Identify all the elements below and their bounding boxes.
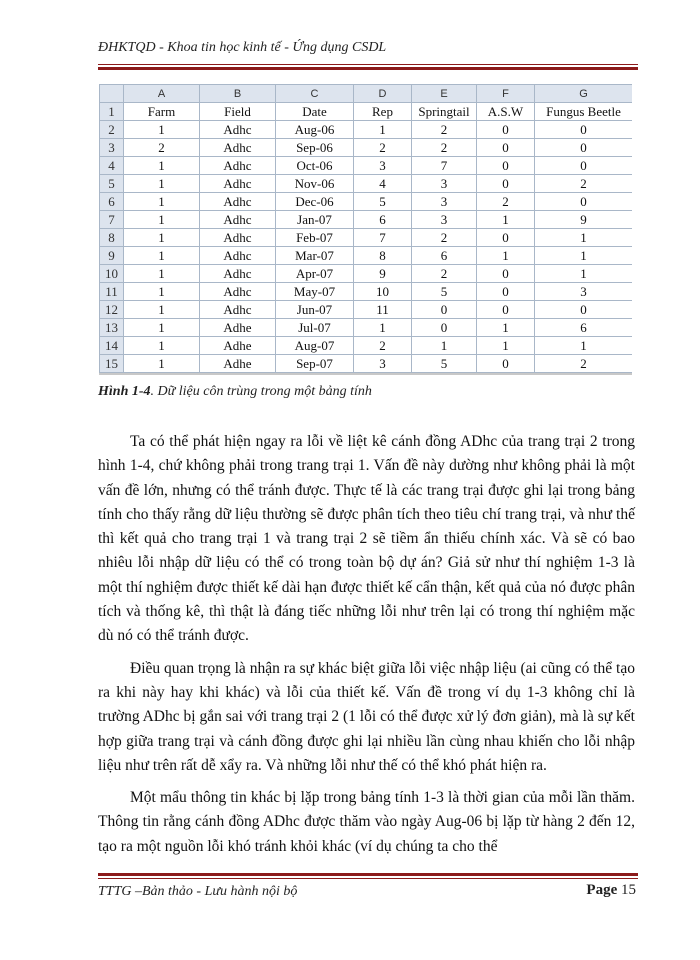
row-number[interactable]: 6 — [100, 193, 124, 211]
table-cell[interactable]: 0 — [477, 355, 535, 373]
table-cell[interactable]: 5 — [412, 355, 477, 373]
table-cell[interactable]: Oct-06 — [276, 157, 354, 175]
table-cell[interactable]: 7 — [354, 229, 412, 247]
row-number[interactable]: 7 — [100, 211, 124, 229]
table-cell[interactable]: Adhc — [200, 283, 276, 301]
caption-text: . Dữ liệu côn trùng trong một bảng tính — [150, 384, 372, 399]
row-number[interactable]: 11 — [100, 283, 124, 301]
table-cell[interactable]: Adhe — [200, 319, 276, 337]
spreadsheet-figure — [99, 84, 632, 375]
table-cell[interactable]: 0 — [477, 139, 535, 157]
table-cell[interactable]: Adhc — [200, 211, 276, 229]
table-cell[interactable]: 1 — [535, 229, 633, 247]
table-cell[interactable]: 0 — [535, 301, 633, 319]
table-cell[interactable]: 1 — [477, 211, 535, 229]
column-header[interactable]: E — [412, 85, 477, 103]
table-cell[interactable]: 2 — [412, 121, 477, 139]
table-row — [100, 319, 633, 337]
table-cell[interactable]: Aug-07 — [276, 337, 354, 355]
table-row — [100, 103, 633, 121]
table-cell[interactable]: 9 — [535, 211, 633, 229]
table-cell[interactable]: 1 — [124, 121, 200, 139]
table-cell[interactable]: Springtail — [412, 103, 477, 121]
table-cell[interactable]: Adhc — [200, 301, 276, 319]
table-cell[interactable]: 0 — [535, 139, 633, 157]
row-number[interactable]: 12 — [100, 301, 124, 319]
table-cell[interactable]: 1 — [124, 157, 200, 175]
table-cell[interactable]: 8 — [354, 247, 412, 265]
table-cell[interactable]: 3 — [412, 211, 477, 229]
table-cell[interactable]: 1 — [412, 337, 477, 355]
figure-caption — [98, 384, 372, 400]
table-cell[interactable]: 0 — [535, 157, 633, 175]
row-number[interactable]: 10 — [100, 265, 124, 283]
table-cell[interactable]: Adhc — [200, 265, 276, 283]
table-cell[interactable]: Adhe — [200, 355, 276, 373]
table-cell[interactable]: 0 — [477, 265, 535, 283]
row-number[interactable]: 2 — [100, 121, 124, 139]
table-row — [100, 193, 633, 211]
row-number[interactable]: 14 — [100, 337, 124, 355]
column-header[interactable]: D — [354, 85, 412, 103]
table-cell[interactable]: Rep — [354, 103, 412, 121]
table-row — [100, 301, 633, 319]
table-row — [100, 355, 633, 373]
table-cell[interactable]: A.S.W — [477, 103, 535, 121]
table-cell[interactable]: 0 — [477, 301, 535, 319]
table-cell[interactable]: Jul-07 — [276, 319, 354, 337]
table-cell[interactable]: 0 — [477, 175, 535, 193]
table-cell[interactable]: 6 — [354, 211, 412, 229]
table-cell[interactable]: 1 — [124, 319, 200, 337]
table-cell[interactable]: 2 — [412, 139, 477, 157]
column-header[interactable]: F — [477, 85, 535, 103]
table-cell[interactable]: 1 — [124, 247, 200, 265]
footer-note: TTTG –Bản thảo - Lưu hành nội bộ — [98, 884, 298, 899]
table-cell[interactable]: 1 — [124, 175, 200, 193]
table-cell[interactable]: 2 — [412, 265, 477, 283]
table-cell[interactable]: Farm — [124, 103, 200, 121]
page-header: ĐHKTQD - Khoa tin học kinh tế - Ứng dụng CSDL — [98, 40, 387, 55]
table-cell[interactable]: Fungus Beetle — [535, 103, 633, 121]
table-cell[interactable]: 0 — [535, 121, 633, 139]
table-cell[interactable]: 1 — [477, 247, 535, 265]
row-number[interactable]: 1 — [100, 103, 124, 121]
insect-data-table — [99, 84, 632, 373]
table-cell[interactable]: 2 — [535, 175, 633, 193]
table-cell[interactable]: 6 — [535, 319, 633, 337]
column-header[interactable]: G — [535, 85, 633, 103]
table-cell[interactable]: Aug-06 — [276, 121, 354, 139]
table-cell[interactable]: 1 — [354, 121, 412, 139]
paragraph-2: Điều quan trọng là nhận ra sự khác biệt giữa lỗi việc nhập liệu (ai cũng có thể tạo ra khi này hay khi khác) và lỗi của thiết kế. Vấn đề trong ví dụ 1-3 không chỉ là trường ADhc bị gắn sai với trang trại 2 (1 lỗi có thể được xử lý đơn giản), mà là sự kết hợp giữa trang trại và cánh đồng được ghi lại nhiều lần cùng nhau khiến cho lỗi nhập liệu như trên rất dễ xẩy ra. Và những lỗi như thế có thể khó phát hiện ra. — [98, 659, 635, 774]
table-cell[interactable]: 1 — [124, 265, 200, 283]
table-cell[interactable]: 2 — [354, 337, 412, 355]
paragraph-3: Một mẩu thông tin khác bị lặp trong bảng tính 1-3 là thời gian của mỗi lần thăm. Thông tin rằng cánh đồng ADhc được thăm vào ngày Aug-06 bị lặp từ hàng 2 đến 12, tạo ra một nguồn lỗi khó tránh khỏi khác (ví dụ chúng ta cho thể — [98, 789, 635, 855]
table-cell[interactable]: 1 — [124, 301, 200, 319]
table-cell[interactable]: 1 — [124, 283, 200, 301]
row-number[interactable]: 13 — [100, 319, 124, 337]
table-cell[interactable]: Adhc — [200, 139, 276, 157]
table-cell[interactable]: 4 — [354, 175, 412, 193]
table-cell[interactable]: 0 — [412, 301, 477, 319]
table-cell[interactable]: Adhc — [200, 121, 276, 139]
table-cell[interactable]: 0 — [535, 193, 633, 211]
table-cell[interactable]: 6 — [412, 247, 477, 265]
table-cell[interactable]: 3 — [354, 355, 412, 373]
table-cell[interactable]: 0 — [412, 319, 477, 337]
table-cell[interactable]: Apr-07 — [276, 265, 354, 283]
column-letter-row — [100, 85, 633, 103]
sheet-corner-cell[interactable] — [100, 85, 124, 103]
table-cell[interactable]: 0 — [477, 229, 535, 247]
table-row — [100, 265, 633, 283]
table-cell[interactable]: 0 — [477, 121, 535, 139]
table-cell[interactable]: Nov-06 — [276, 175, 354, 193]
row-number[interactable]: 9 — [100, 247, 124, 265]
table-cell[interactable]: Adhe — [200, 337, 276, 355]
table-cell[interactable]: 3 — [535, 283, 633, 301]
table-cell[interactable]: 1 — [535, 247, 633, 265]
table-cell[interactable]: Sep-06 — [276, 139, 354, 157]
page-label: Page — [586, 882, 618, 898]
table-cell[interactable]: 3 — [412, 193, 477, 211]
table-row — [100, 157, 633, 175]
table-cell[interactable]: 0 — [477, 283, 535, 301]
row-number[interactable]: 15 — [100, 355, 124, 373]
table-row — [100, 283, 633, 301]
table-cell[interactable]: 2 — [354, 139, 412, 157]
table-cell[interactable]: Date — [276, 103, 354, 121]
table-cell[interactable]: Adhc — [200, 247, 276, 265]
table-cell[interactable]: 5 — [412, 283, 477, 301]
table-cell[interactable]: 1 — [535, 337, 633, 355]
table-row — [100, 175, 633, 193]
table-cell[interactable]: May-07 — [276, 283, 354, 301]
table-cell[interactable]: 5 — [354, 193, 412, 211]
table-cell[interactable]: 1 — [535, 265, 633, 283]
column-header[interactable]: B — [200, 85, 276, 103]
table-cell[interactable]: 7 — [412, 157, 477, 175]
paragraph-1: Ta có thể phát hiện ngay ra lỗi về liệt kê cánh đồng ADhc của trang trại 2 trong hình 1-4, chứ không phải trong trang trại 1. Vấn đề này dường như không phải là một vấn đề lớn, nhưng có thể tránh được. Thực tế là các trang trại được ghi lại trong bảng tính cho thấy rằng dữ liệu thường sẽ được phân tích theo tiêu chí trang trại, và như thế thì kết quả cho trang trại 1 và trang trại 2 sẽ tiềm ẩn thiếu chính xác. Và sẽ có bao nhiêu lỗi nhập dữ liệu có thể có trong toàn bộ dự án? Giả sử như thí nghiệm 1-3 là một thí nghiệm được thiết kế dài hạn được thiết kế cẩn thận, kết quả của nó được phân tích và thống kê, thì thật là đáng tiếc những lỗi như trên lại có trong thí nghiệm mặc dù nó có thể tránh được. — [98, 433, 635, 645]
page-number — [586, 882, 636, 899]
table-cell[interactable]: Feb-07 — [276, 229, 354, 247]
table-cell[interactable]: Adhc — [200, 175, 276, 193]
header-rule — [98, 64, 638, 70]
table-cell[interactable]: 1 — [477, 319, 535, 337]
table-cell[interactable]: 10 — [354, 283, 412, 301]
table-cell[interactable]: 1 — [124, 211, 200, 229]
table-row — [100, 337, 633, 355]
table-cell[interactable]: 0 — [477, 157, 535, 175]
table-cell[interactable]: 1 — [124, 355, 200, 373]
table-cell[interactable]: 3 — [354, 157, 412, 175]
table-cell[interactable]: Mar-07 — [276, 247, 354, 265]
column-header[interactable]: A — [124, 85, 200, 103]
table-cell[interactable]: 9 — [354, 265, 412, 283]
caption-label: Hình 1-4 — [98, 384, 151, 399]
table-row — [100, 211, 633, 229]
table-cell[interactable]: 2 — [124, 139, 200, 157]
row-number[interactable]: 4 — [100, 157, 124, 175]
table-cell[interactable]: 2 — [535, 355, 633, 373]
page-number-value: 15 — [621, 882, 636, 898]
table-cell[interactable]: Adhc — [200, 229, 276, 247]
table-row — [100, 121, 633, 139]
body-text — [98, 430, 635, 867]
row-number[interactable]: 5 — [100, 175, 124, 193]
table-cell[interactable]: Jun-07 — [276, 301, 354, 319]
table-cell[interactable]: 11 — [354, 301, 412, 319]
table-cell[interactable]: 3 — [412, 175, 477, 193]
table-cell[interactable]: 1 — [124, 229, 200, 247]
table-cell[interactable]: 2 — [412, 229, 477, 247]
table-cell[interactable]: Adhc — [200, 157, 276, 175]
table-cell[interactable]: 2 — [477, 193, 535, 211]
row-number[interactable]: 3 — [100, 139, 124, 157]
table-row — [100, 247, 633, 265]
table-cell[interactable]: Adhc — [200, 193, 276, 211]
table-cell[interactable]: Dec-06 — [276, 193, 354, 211]
table-cell[interactable]: Sep-07 — [276, 355, 354, 373]
column-header[interactable]: C — [276, 85, 354, 103]
table-cell[interactable]: Jan-07 — [276, 211, 354, 229]
table-row — [100, 139, 633, 157]
row-number[interactable]: 8 — [100, 229, 124, 247]
table-cell[interactable]: 1 — [354, 319, 412, 337]
table-cell[interactable]: 1 — [124, 193, 200, 211]
footer-rule — [98, 873, 638, 879]
table-cell[interactable]: 1 — [124, 337, 200, 355]
table-row — [100, 229, 633, 247]
table-cell[interactable]: Field — [200, 103, 276, 121]
table-cell[interactable]: 1 — [477, 337, 535, 355]
